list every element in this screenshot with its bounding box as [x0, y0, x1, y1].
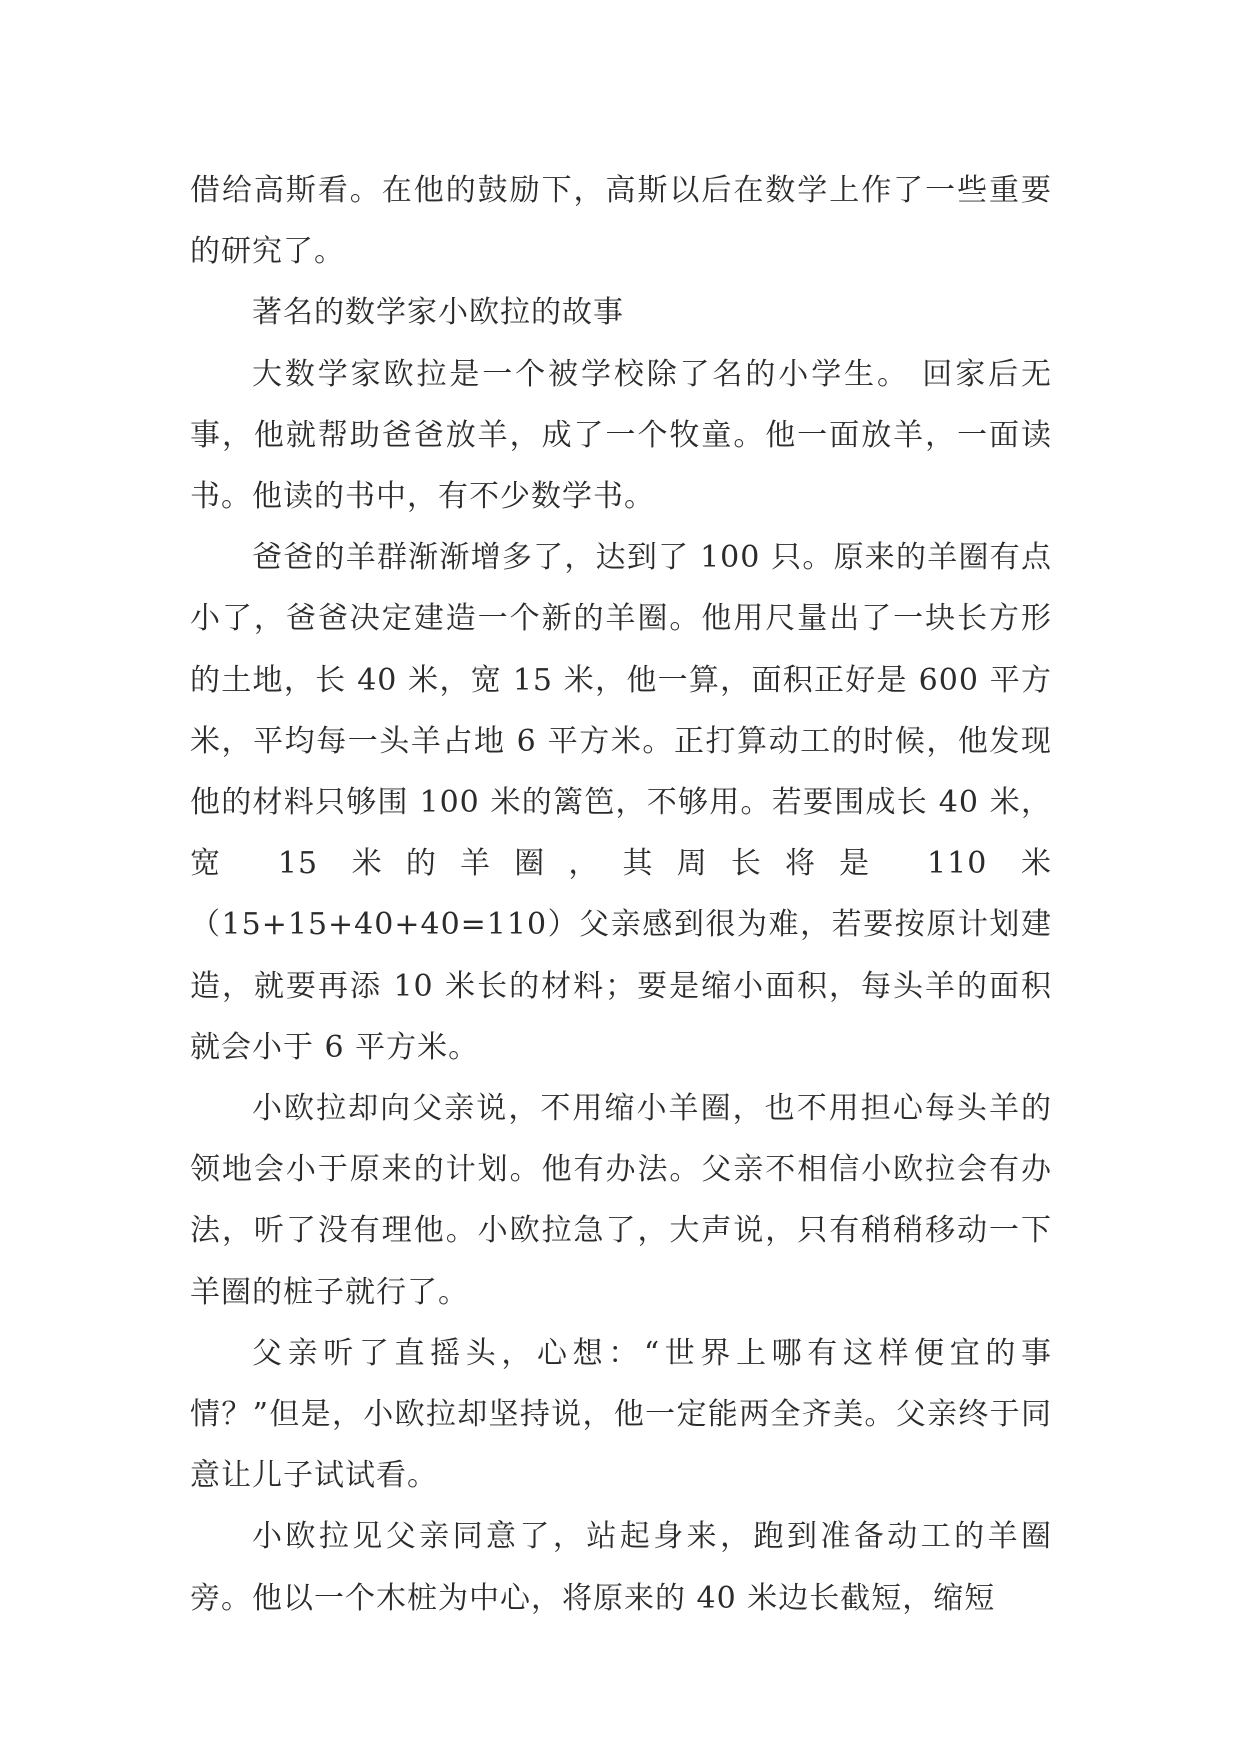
- body-text: [190, 160, 1052, 1629]
- section-heading: 著名的数学家小欧拉的故事: [252, 295, 624, 331]
- paragraph-5: 小欧拉却向父亲说，不用缩小羊圈，也不用担心每头羊的领地会小于原来的计划。他有办法。父亲不相信小欧拉会有办法，听了没有理他。小欧拉急了，大声说，只有稍稍移动一下羊圈的桩子就行了。: [190, 1091, 1052, 1310]
- paragraph-3: 大数学家欧拉是一个被学校除了名的小学生。 回家后无事，他就帮助爸爸放羊，成了一个牧童。他一面放羊，一面读书。他读的书中，有不少数学书。: [190, 356, 1052, 515]
- paragraph-6: 父亲听了直摇头，心想：“世界上哪有这样便宜的事情？”但是，小欧拉却坚持说，他一定能两全齐美。父亲终于同意让儿子试试看。: [190, 1335, 1052, 1494]
- paragraph-1: 借给高斯看。在他的鼓励下，高斯以后在数学上作了一些重要的研究了。: [190, 173, 1052, 270]
- paragraph-4: 爸爸的羊群渐渐增多了，达到了 100 只。原来的羊圈有点小了，爸爸决定建造一个新的羊圈。他用尺量出了一块长方形的土地，长 40 米，宽 15 米，他一算，面积正好是 600 平方米，平均每一头羊占地 6 平方米。正打算动工的时候，他发现他的材料只够围 100 米的篱笆，不够用。若要围成长 40 米，宽 15 米的羊圈，其周长将是 110 米（15+15+40+40=110）父亲感到很为难，若要按原计划建造，就要再添 10 米长的材料；要是缩小面积，每头羊的面积就会小于 6 平方米。: [190, 540, 1052, 1065]
- paragraph-7: 小欧拉见父亲同意了，站起身来，跑到准备动工的羊圈旁。他以一个木桩为中心，将原来的 40 米边长截短，缩短: [190, 1519, 1052, 1616]
